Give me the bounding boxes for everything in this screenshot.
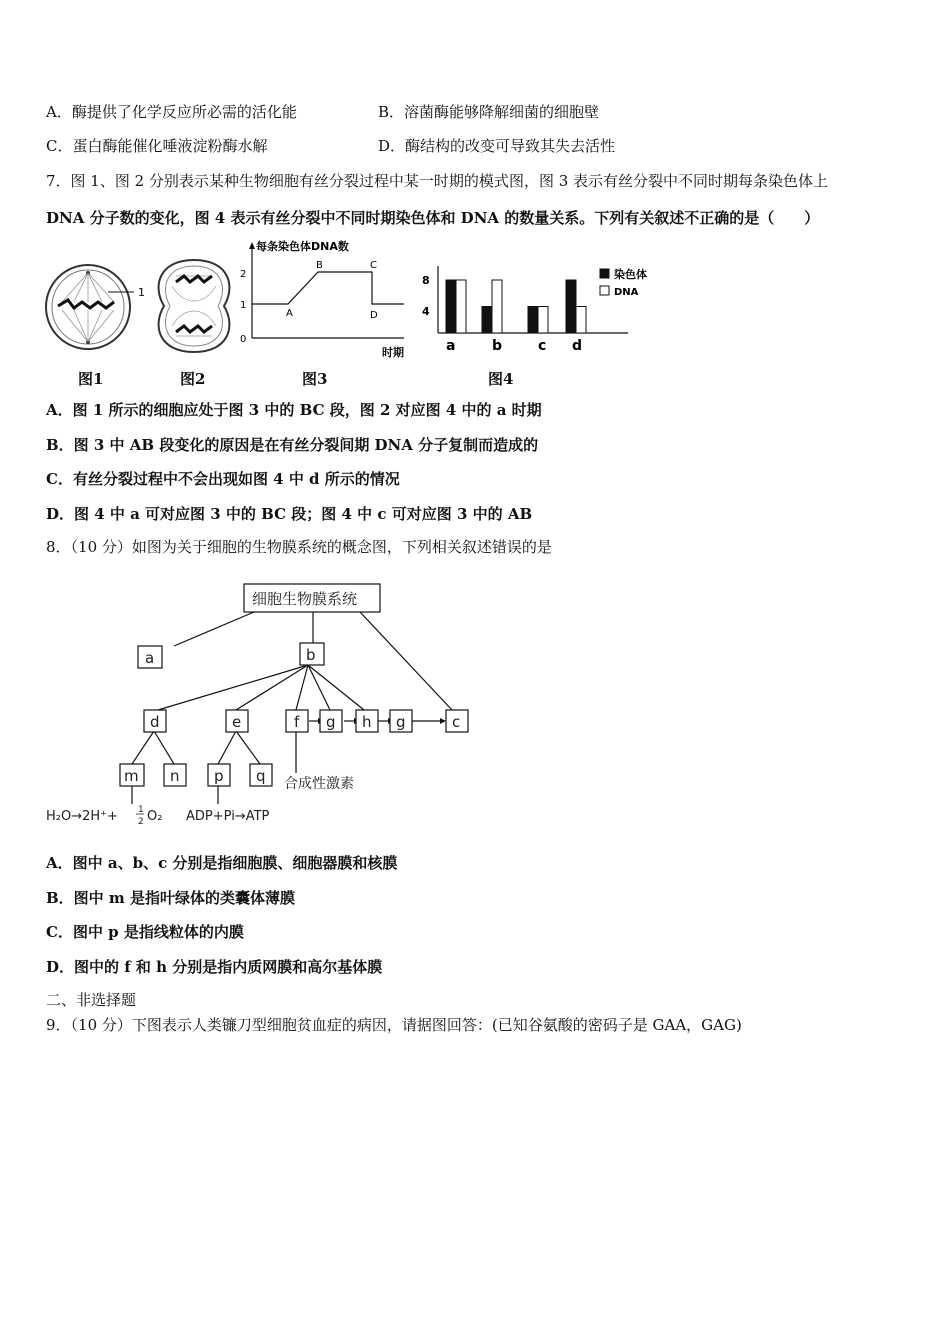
q8-option-a: A．图中 a、b、c 分别是指细胞膜、细胞器膜和核膜 [46,854,398,872]
bar-c-dna [538,307,548,334]
figure-3-line [252,272,404,304]
q8-option-d: D．图中的 f 和 h 分别是指内质网膜和高尔基体膜 [46,958,383,976]
q9-stem: 9．（10 分）下图表示人类镰刀型细胞贫血症的病因，请据图回答：(已知谷氨酸的密码子是 GAA，GAG) [46,1016,742,1034]
q8-concept-diagram [40,576,480,832]
figure-4-category-a: a [446,338,456,354]
node-b-label: b [306,646,316,664]
figure-3-tick-2: 2 [240,269,247,280]
section-heading-nonchoice: 二、非选择题 [46,991,137,1009]
bar-a-dna [456,280,466,333]
figure-4-category-b: b [492,338,503,354]
q7-option-d: D．图 4 中 a 可对应图 3 中的 BC 段；图 4 中 c 可对应图 3 中的 AB [46,505,533,523]
figure-3-point-c: C [370,260,377,271]
figure-3-point-d: D [370,310,378,321]
q7-option-c: C．有丝分裂过程中不会出现如图 4 中 d 所示的情况 [46,470,400,488]
node-root-label: 细胞生物膜系统 [252,590,358,608]
node-m-label: m [124,767,139,785]
figure-4-caption: 图4 [488,370,514,388]
equation-atp: ADP+Pi→ATP [186,809,270,824]
q6-option-d: D．酶结构的改变可导致其失去活性 [378,137,616,155]
figure-3-point-a: A [286,308,293,319]
figure-4-category-c: c [538,338,547,354]
figure-3-graph [236,238,416,362]
q8-option-b: B．图中 m 是指叶绿体的类囊体薄膜 [46,889,295,907]
bar-b-dna [492,280,502,333]
node-p-label: p [214,767,224,785]
q7-stem-line2: DNA 分子数的变化，图 4 表示有丝分裂中不同时期染色体和 DNA 的数量关系。下列有关叙述不正确的是（ ） [46,209,820,227]
equation-oxygen: O₂ [147,809,163,824]
equation-fraction-den: 2 [138,817,144,827]
equation-water-split: H₂O→2H⁺+ [46,809,118,824]
bar-a-chromosome [446,280,456,333]
figure-2-cell [154,256,236,356]
figure-3-tick-0: 0 [240,334,247,345]
q7-option-a: A．图 1 所示的细胞应处于图 3 中的 BC 段，图 2 对应图 4 中的 a 时期 [46,401,542,419]
q6-option-a: A．酶提供了化学反应所必需的活化能 [46,103,297,121]
node-n-label: n [170,767,180,785]
hormone-label: 合成性激素 [284,776,354,792]
figure-4-category-d: d [572,338,583,354]
figure-1-cell [44,262,152,356]
node-d-label: d [150,713,160,731]
q8-option-c: C．图中 p 是指线粒体的内膜 [46,923,244,941]
bar-d-chromosome [566,280,576,333]
node-h-label: h [362,713,372,731]
legend-label-chromosome: 染色体 [614,268,647,281]
figure-3-xlabel: 时期 [382,346,404,359]
figure-4-chart [416,262,666,362]
q7-option-b: B．图 3 中 AB 段变化的原因是在有丝分裂间期 DNA 分子复制而造成的 [46,436,539,454]
legend-label-dna: DNA [614,287,639,298]
figure-3-tick-1: 1 [240,300,247,311]
bar-c-chromosome [528,307,538,334]
figure-1-label: 1 [138,286,145,299]
figure-4-tick-4: 4 [422,305,430,318]
figure-3-ylabel: 每条染色体DNA数 [256,240,349,253]
figure-4-tick-8: 8 [422,274,430,287]
equation-fraction-num: 1 [138,805,144,815]
figure-1-caption: 图1 [78,370,104,388]
q6-option-b: B．溶菌酶能够降解细菌的细胞壁 [378,103,600,121]
bar-d-dna [576,307,586,334]
figure-3-point-b: B [316,260,323,271]
q8-stem: 8．（10 分）如图为关于细胞的生物膜系统的概念图，下列相关叙述错误的是 [46,538,552,556]
node-g2-label: g [396,713,406,731]
figure-2-caption: 图2 [180,370,206,388]
legend-swatch-dna [600,286,609,295]
node-a-label: a [145,649,155,667]
legend-swatch-chromosome [600,269,609,278]
node-f-label: f [294,713,300,731]
q6-option-c: C．蛋白酶能催化唾液淀粉酶水解 [46,137,268,155]
node-c-label: c [452,713,461,731]
bar-b-chromosome [482,307,492,334]
figure-3-caption: 图3 [302,370,328,388]
node-e-label: e [232,713,242,731]
node-g1-label: g [326,713,336,731]
node-q-label: q [256,767,266,785]
q7-stem-line1: 7．图 1、图 2 分别表示某种生物细胞有丝分裂过程中某一时期的模式图，图 3 表示有丝分裂中不同时期每条染色体上 [46,172,829,190]
